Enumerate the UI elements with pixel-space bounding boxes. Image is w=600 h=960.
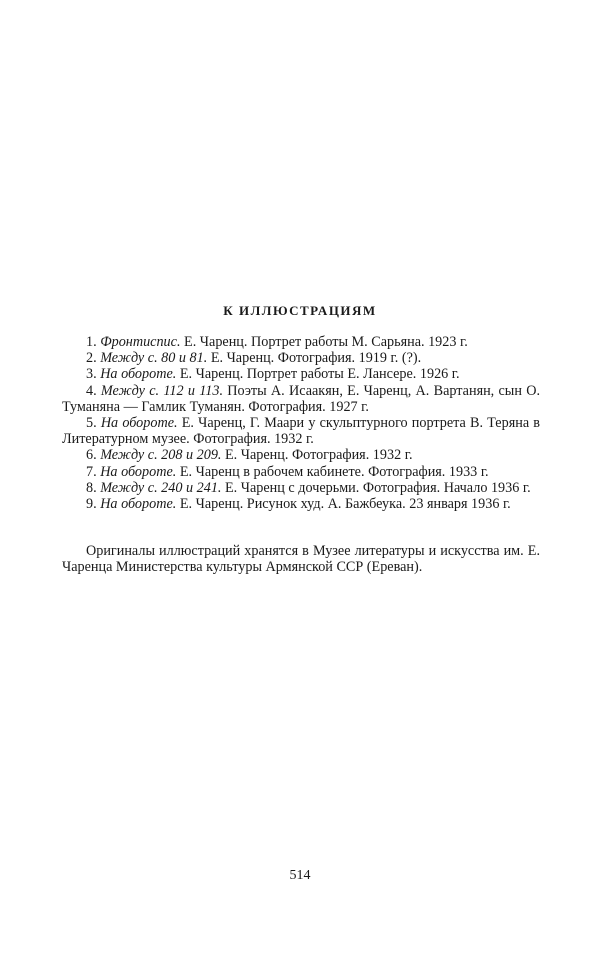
item-location: На обороте.: [100, 415, 178, 432]
originals-note: Оригиналы иллюстраций хранятся в Музее литературы и искусства им. Е. Чаренца Министерства культуры Армянской ССР (Ереван).: [62, 543, 540, 576]
list-item: [62, 383, 540, 415]
item-location: Между с. 240 и 241.: [100, 479, 222, 496]
illustrations-list: [62, 334, 540, 512]
list-item: [62, 480, 540, 496]
item-location: Фронтиспис.: [100, 334, 181, 350]
item-location: На обороте.: [100, 496, 177, 513]
item-location: Между с. 112 и 113.: [100, 382, 224, 399]
page-number: 514: [289, 868, 311, 883]
list-item: [62, 496, 540, 512]
item-description: Е. Чаренц. Фотография. 1932 г.: [221, 447, 413, 464]
list-item: [62, 334, 540, 350]
item-description: Поэты А. Исаакян, Е. Чаренц, А. Вартанян, сын О. Туманяна — Гамлик Туманян. Фотография. 1927 г.: [62, 382, 541, 415]
item-number: 5.: [86, 415, 97, 432]
item-number: 2.: [86, 350, 97, 367]
item-number: 4.: [86, 382, 97, 399]
item-number: 9.: [86, 496, 97, 513]
item-description: Е. Чаренц с дочерьми. Фотография. Начало 1936 г.: [221, 479, 531, 496]
item-location: Между с. 208 и 209.: [100, 447, 222, 464]
item-location: Между с. 80 и 81.: [100, 350, 208, 367]
item-description: Е. Чаренц. Рисунок худ. А. Бажбеука. 23 января 1936 г.: [176, 496, 511, 513]
item-number: 7.: [86, 463, 97, 480]
item-description: Е. Чаренц в рабочем кабинете. Фотография. 1933 г.: [176, 463, 489, 480]
list-item: [62, 366, 540, 382]
item-location: На обороте.: [100, 463, 177, 480]
item-description: Е. Чаренц. Фотография. 1919 г. (?).: [207, 350, 422, 367]
item-description: Е. Чаренц. Портрет работы Е. Лансере. 1926 г.: [176, 366, 460, 383]
list-item: [62, 464, 540, 480]
item-number: 3.: [86, 366, 97, 383]
item-number: 1.: [86, 334, 97, 350]
list-item: [62, 447, 540, 463]
list-item: [62, 350, 540, 366]
list-item: [62, 415, 540, 447]
item-location: На обороте.: [100, 366, 177, 383]
item-description: Е. Чаренц, Г. Маари у скульптурного портрета В. Теряна в Литературном музее. Фотография. 1932 г.: [62, 415, 540, 448]
page-title: К ИЛЛЮСТРАЦИЯМ: [223, 303, 377, 318]
item-description: Е. Чаренц. Портрет работы М. Сарьяна. 1923 г.: [180, 334, 468, 350]
item-number: 6.: [86, 447, 97, 464]
item-number: 8.: [86, 479, 97, 496]
